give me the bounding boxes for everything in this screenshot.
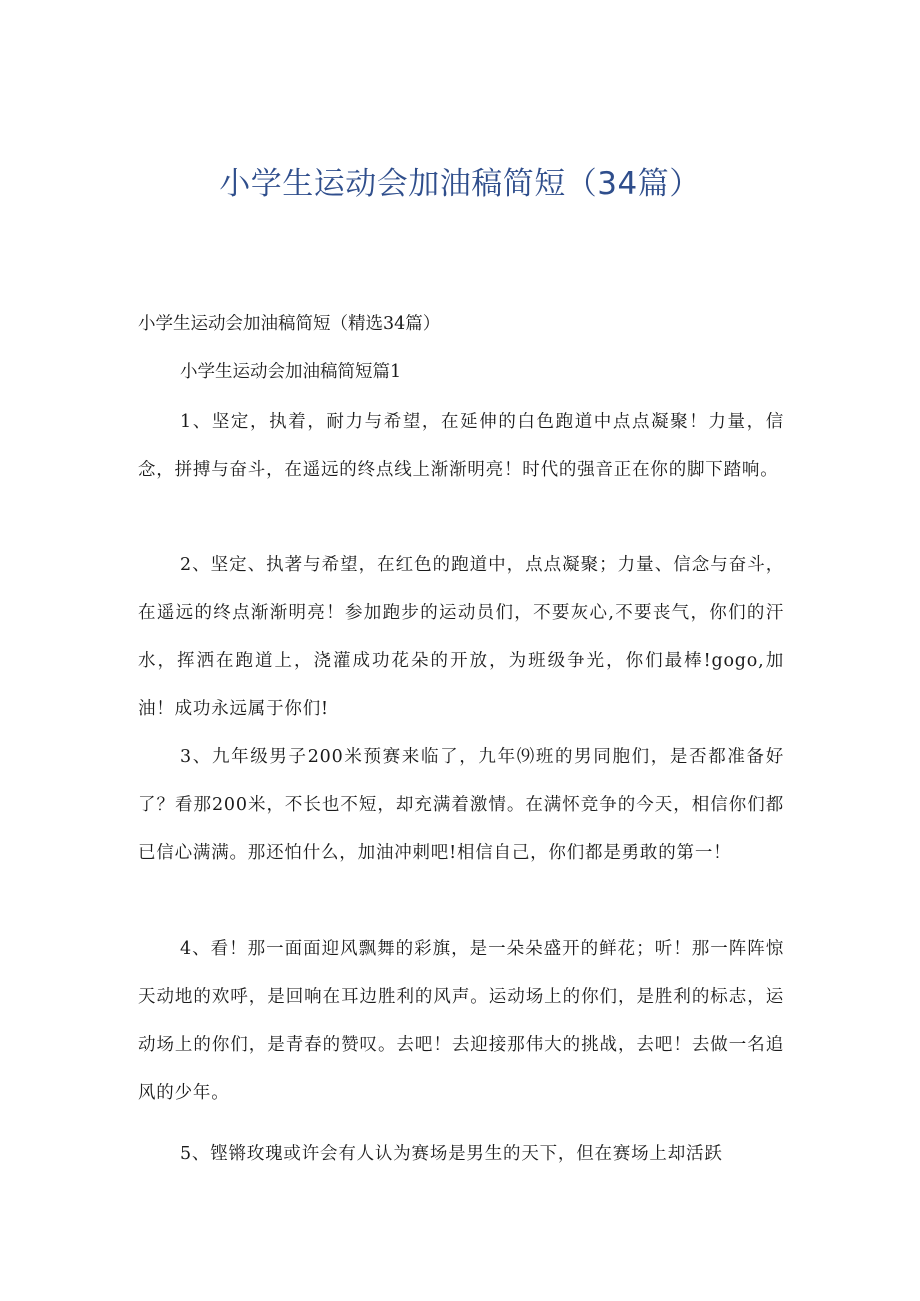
document-subtitle: 小学生运动会加油稿简短（精选34篇） [138, 314, 441, 334]
paragraph-1: 1、坚定，执着，耐力与希望，在延伸的白色跑道中点点凝聚！力量，信念，拼搏与奋斗，在遥远的终点线上渐渐明亮！时代的强音正在你的脚下踏响。 [138, 412, 784, 480]
paragraph-4: 4、看！那一面面迎风飘舞的彩旗，是一朵朵盛开的鲜花；听！那一阵阵惊天动地的欢呼，是回响在耳边胜利的风声。运动场上的你们，是胜利的标志，运动场上的你们，是青春的赞叹。去吧！去迎接那伟大的挑战，去吧！去做一名追风的少年。 [138, 939, 784, 1103]
paragraph-2: 2、坚定、执著与希望，在红色的跑道中，点点凝聚；力量、信念与奋斗，在遥远的终点渐渐明亮！参加跑步的运动员们，不要灰心,不要丧气，你们的汗水，挥洒在跑道上，浇灌成功花朵的开放，为班级争光，你们最棒!gogo,加油！成功永远属于你们! [138, 555, 784, 719]
document-title: 小学生运动会加油稿简短（34篇） [219, 166, 701, 202]
paragraph-3: 3、九年级男子200米预赛来临了，九年⑼班的男同胞们，是否都准备好了？看那200米，不长也不短，却充满着激情。在满怀竞争的今天，相信你们都已信心满满。那还怕什么，加油冲刺吧!相信自己，你们都是勇敢的第一！ [138, 747, 784, 863]
paragraph-5: 5、铿锵玫瑰或许会有人认为赛场是男生的天下，但在赛场上却活跃 [180, 1144, 723, 1164]
chapter-heading: 小学生运动会加油稿简短篇1 [180, 362, 402, 382]
